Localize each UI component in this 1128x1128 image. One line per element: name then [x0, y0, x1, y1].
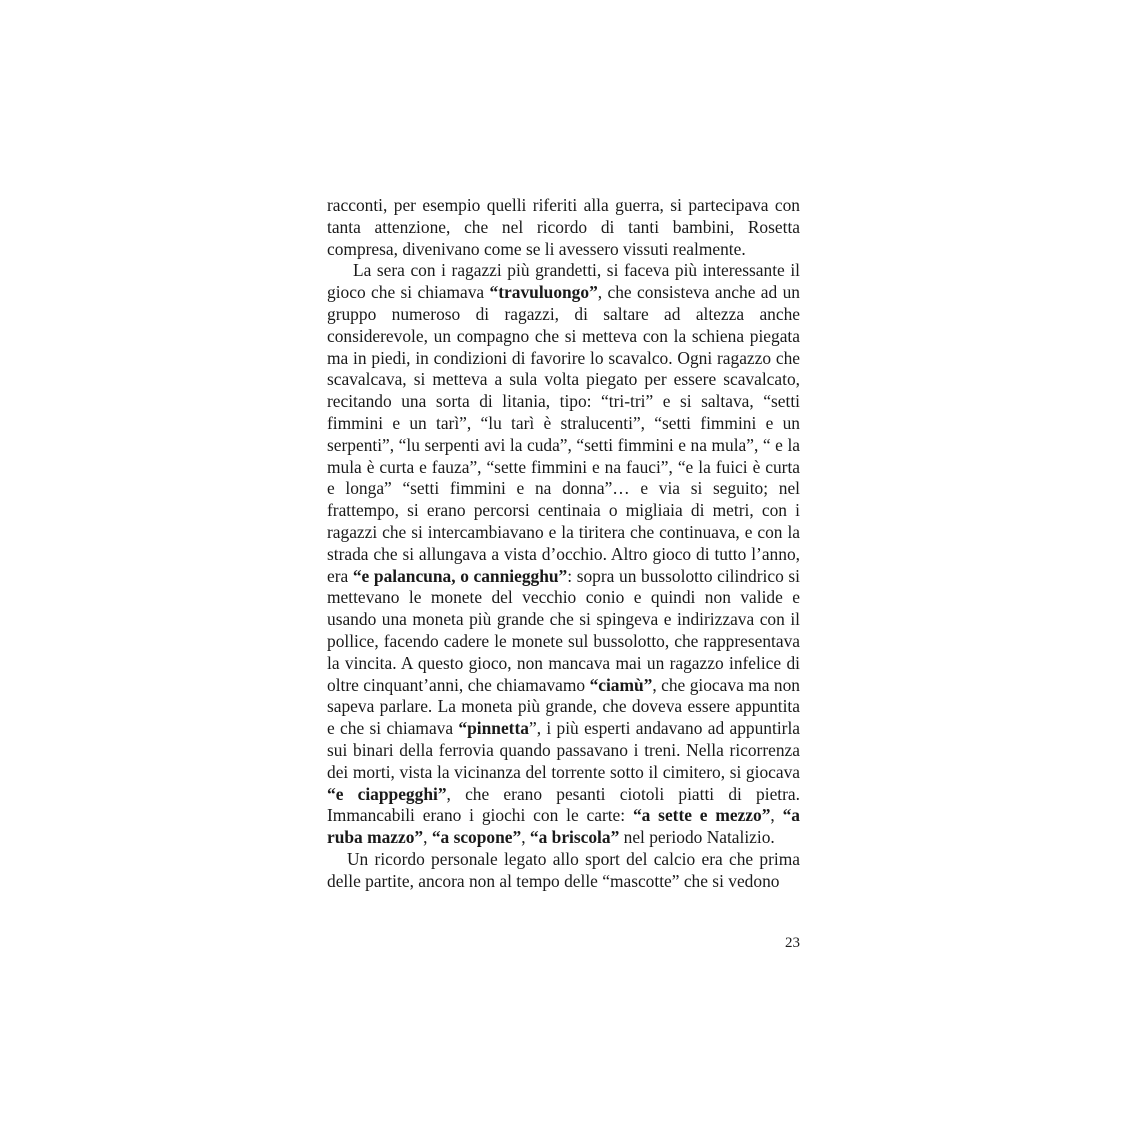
card-game-bold: “a scopone”	[431, 827, 522, 848]
paragraph-2-text: : sopra un bussolotto cilindrico si mettevano le monete del vecchio conio e quindi non valide e usando una moneta più grande che si spingeva e indirizzava con il pollice, facendo cadere le monete sul bussolotto, che rappresentava la vincita. A questo gioco, non mancava mai un ragazzo infelice di oltre cinquant’anni, che chiamavamo	[327, 565, 800, 695]
paragraph-2-text: ,	[521, 827, 530, 848]
paragraph-2-text: ,	[423, 827, 432, 848]
paragraph-3-text: Un ricordo personale legato allo sport del calcio era che prima delle partite, ancora non al tempo delle “mascotte” che si vedono	[327, 848, 800, 891]
paragraph-2-text: ”, i più esperti andavano ad appuntirla sui binari della ferrovia quando passavano i treni. Nella ricorrenza dei morti, vista la vicinanza del torrente sotto il cimitero, si giocava	[327, 718, 800, 782]
paragraph-2-text: , che consisteva anche ad un gruppo numeroso di ragazzi, di saltare ad altezza anche considerevole, un compagno che si metteva con la schiena piegata ma in piedi, in condizioni di favorire lo scavalco. Ogni ragazzo che scavalcava, si metteva a sula volta piegato per essere scavalcato, recitando una sorta di litania, tipo: “tri-tri” e si saltava, “setti fimmini e un tarì”, “lu tarì è stralucenti”, “setti fimmini e un serpenti”, “lu serpenti avi la cuda”, “setti fimmini e na mula”, “ e la mula è curta e fauza”, “sette fimmini e na fauci”, “e la fuici è curta e longa” “setti fimmini e na donna”… e via si seguito; nel frattempo, si erano percorsi centinaia o migliaia di metri, con i ragazzi che si intercambiavano e la tiritera che continuava, e con la strada che si allungava a vista d’occhio. Altro gioco di tutto l’anno, era	[327, 282, 800, 586]
nickname-bold: “ciamù”	[589, 674, 653, 695]
game-name-bold: “travuluongo”	[489, 282, 598, 303]
paragraph-2-text: , che erano pesanti ciotoli piatti di pietra. Immancabili erano i giochi con le carte:	[327, 783, 800, 826]
paragraph-3	[327, 849, 800, 893]
paragraph-2-text: La sera con i ragazzi più grandetti, si faceva più interessante il gioco che si chiamava	[327, 260, 800, 303]
game-name-bold: “e ciappegghi”	[327, 783, 447, 804]
paragraph-1-text: racconti, per esempio quelli riferiti alla guerra, si partecipava con tanta attenzione, che nel ricordo di tanti bambini, Rosetta compresa, divenivano come se li avessero vissuti realmente.	[327, 195, 800, 259]
term-bold: “pinnetta	[458, 718, 529, 739]
paragraph-2	[327, 260, 800, 849]
paragraph-2-text: nel periodo Natalizio.	[619, 827, 775, 848]
page-number: 23	[785, 935, 800, 951]
game-name-bold: “e palancuna, o canniegghu”	[352, 565, 568, 586]
text-block	[327, 195, 800, 893]
card-game-bold: “a ruba mazzo”	[327, 805, 800, 848]
card-game-bold: “a sette e mezzo”	[632, 805, 771, 826]
paragraph-2-text: ,	[770, 805, 783, 826]
paragraph-1	[327, 195, 800, 260]
card-game-bold: “a briscola”	[529, 827, 620, 848]
paragraph-2-text: , che giocava ma non sapeva parlare. La moneta più grande, che doveva essere appuntita e che si chiamava	[327, 674, 800, 739]
page-body	[327, 195, 800, 893]
